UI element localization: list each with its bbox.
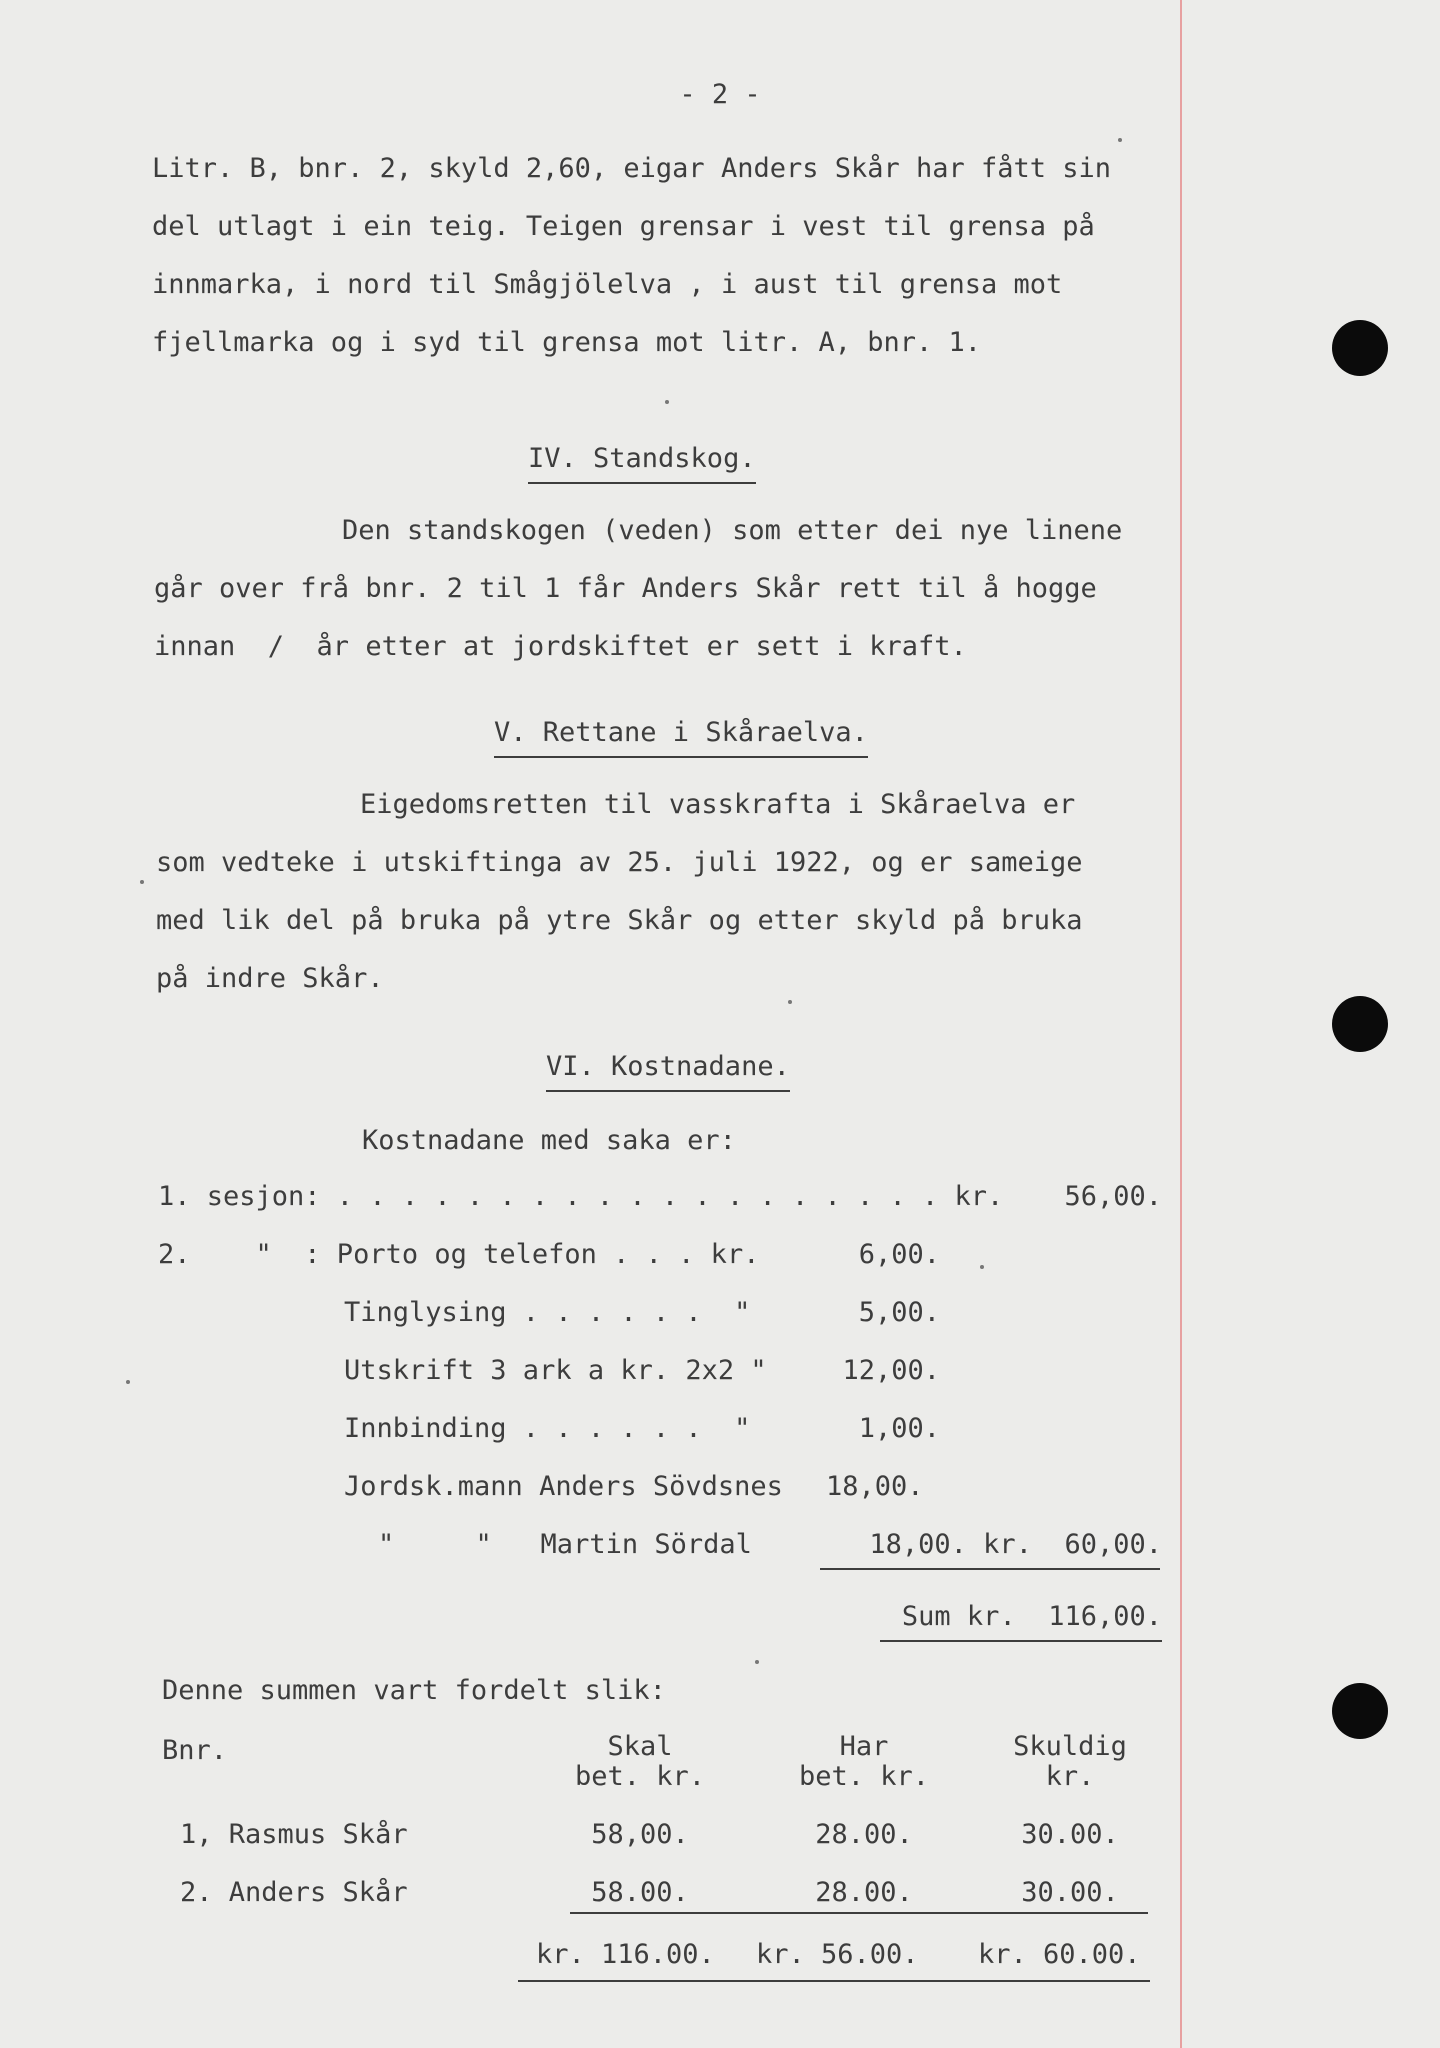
col-header-har: bet. kr. (798, 1761, 930, 1792)
cost-label: " " Martin Sördal (378, 1529, 752, 1560)
col-header-har: Har (839, 1731, 889, 1762)
punch-hole (1332, 996, 1388, 1052)
punch-hole (1332, 1683, 1388, 1739)
row-name: 2. Anders Skår (180, 1877, 408, 1908)
row-name: 1, Rasmus Skår (180, 1819, 408, 1850)
section-heading: VI. Kostnadane. (546, 1050, 790, 1092)
cost-label: 1. sesjon: . . . . . . . . . . . . . . . . . . . kr. (158, 1181, 1004, 1212)
speck (788, 1000, 792, 1004)
paragraph-line: på indre Skår. (156, 963, 384, 994)
row-skuldig: 30.00. (1021, 1877, 1119, 1908)
col-header-skuldig: kr. (1045, 1761, 1095, 1792)
cost-label: Utskrift 3 ark a kr. 2x2 " (344, 1355, 767, 1386)
total-skuldig: kr. 60.00. (978, 1939, 1141, 1970)
page-number: - 2 - (679, 79, 761, 110)
cost-label: Jordsk.mann Anders Sövdsnes (344, 1471, 783, 1502)
row-skuldig: 30.00. (1021, 1819, 1119, 1850)
speck (755, 1660, 759, 1664)
cost-amount: 6,00. (858, 1239, 940, 1270)
col-header-skal: bet. kr. (574, 1761, 706, 1792)
col-header-bnr: Bnr. (162, 1735, 228, 1766)
cost-label: Innbinding . . . . . . " (344, 1413, 751, 1444)
paragraph-line: innmarka, i nord til Smågjölelva , i aust til grensa mot (152, 269, 1063, 300)
cost-amount: 5,00. (858, 1297, 940, 1328)
paragraph-line: Litr. B, bnr. 2, skyld 2,60, eigar Anders Skår har fått sin (152, 153, 1112, 184)
cost-label: 2. " : Porto og telefon . . . kr. (158, 1239, 760, 1270)
cost-amount: 18,00. kr. 60,00. (869, 1529, 1162, 1560)
row-har: 28.00. (815, 1877, 913, 1908)
cost-amount: 1,00. (858, 1413, 940, 1444)
paragraph-line: med lik del på bruka på ytre Skår og etter skyld på bruka (156, 905, 1083, 936)
section-heading: IV. Standskog. (528, 442, 756, 484)
paragraph-line: fjellmarka og i syd til grensa mot litr. A, bnr. 1. (152, 327, 982, 358)
paragraph-line: Eigedomsretten til vasskrafta i Skåraelva er (360, 789, 1076, 820)
paragraph-line: innan / år etter at jordskiftet er sett i kraft. (154, 631, 967, 662)
col-header-skuldig: Skuldig (1013, 1731, 1127, 1762)
total-har: kr. 56.00. (756, 1939, 919, 1970)
cost-amount: 56,00. (1064, 1181, 1162, 1212)
paragraph-line: del utlagt i ein teig. Teigen grensar i vest til grensa på (152, 211, 1095, 242)
paragraph-line: Den standskogen (veden) som etter dei nye linene (342, 515, 1123, 546)
cost-amount: 18,00. (826, 1471, 924, 1502)
speck (140, 880, 144, 884)
row-skal: 58.00. (591, 1877, 689, 1908)
totals-rule (518, 1980, 1150, 1982)
speck (980, 1265, 984, 1269)
speck (126, 1380, 130, 1384)
punch-hole (1332, 320, 1388, 376)
section-heading: V. Rettane i Skåraelva. (494, 716, 868, 758)
total-skal: kr. 116.00. (536, 1939, 715, 1970)
totals-rule (570, 1912, 1148, 1914)
sum-rule (820, 1568, 1160, 1570)
speck (665, 400, 669, 404)
paragraph-line: som vedteke i utskiftinga av 25. juli 1922, og er sameige (156, 847, 1083, 878)
col-header-skal: Skal (607, 1731, 673, 1762)
distribution-intro: Denne summen vart fordelt slik: (162, 1675, 666, 1706)
row-skal: 58,00. (591, 1819, 689, 1850)
costs-intro: Kostnadane med saka er: (362, 1125, 736, 1156)
cost-amount: 12,00. (842, 1355, 940, 1386)
cost-label: Tinglysing . . . . . . " (344, 1297, 751, 1328)
speck (1118, 138, 1122, 142)
row-har: 28.00. (815, 1819, 913, 1850)
sum-rule (880, 1640, 1162, 1642)
paragraph-line: går over frå bnr. 2 til 1 får Anders Skår rett til å hogge (154, 573, 1097, 604)
margin-line (1180, 0, 1182, 2048)
sum-total: Sum kr. 116,00. (901, 1601, 1162, 1632)
